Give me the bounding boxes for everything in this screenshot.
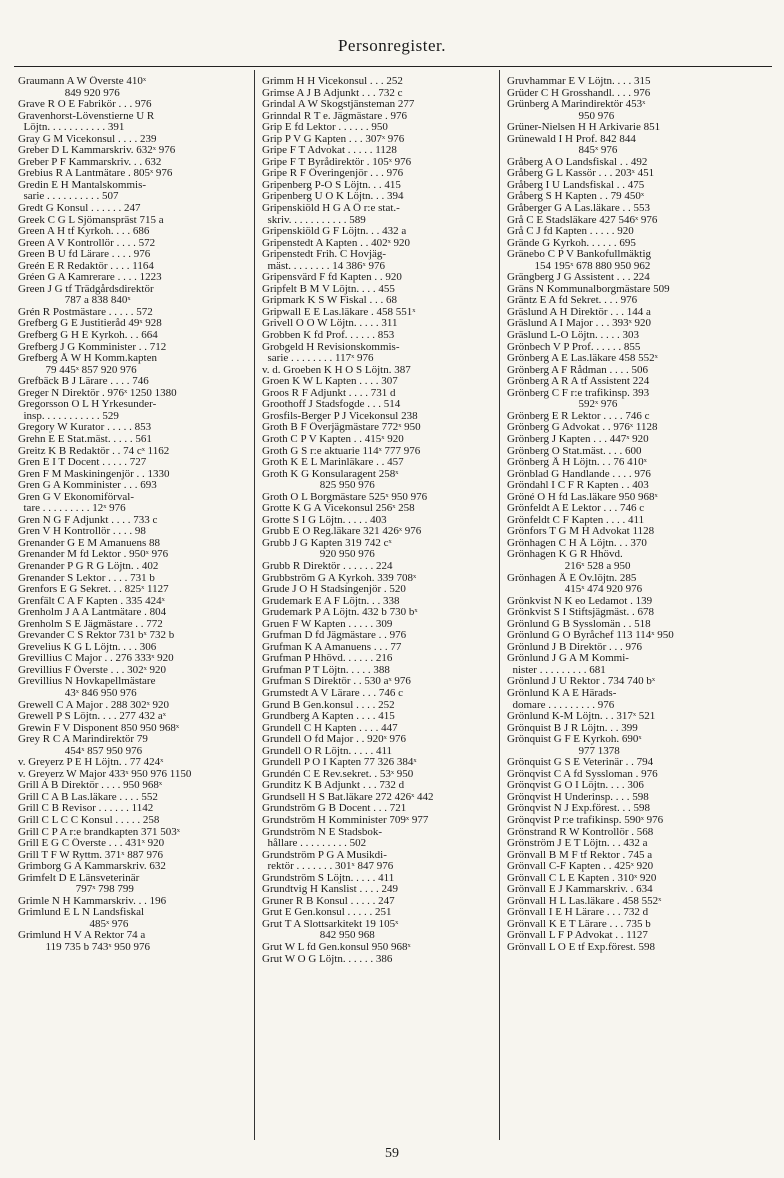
register-entry-line: Grönvall C L E Kapten . 310ˣ 920 [507,872,657,884]
register-entry-line: Gråberg S H Kapten . . 79 450ˣ [507,191,645,203]
page-number: 59 [385,1146,399,1161]
register-entry-line: Green B U fd Lärare . . . . 976 [18,249,151,261]
register-entry-line: Gräslund A H Direktör . . . 144 a [507,306,651,318]
register-entry-line: Grip P V G Kapten . . . 307ˣ 976 [262,133,405,145]
header-rule [14,66,772,67]
register-entry-line: Grå C E Stadsläkare 427 546ˣ 976 [507,214,658,226]
register-entry-line: Grönlund G B Sysslomän . . 518 [507,618,651,630]
register-entry-line: Gränebo C P V Bankofullmäktig [507,249,652,261]
register-entry-line: Gripenberg P-O S Löjtn. . . 415 [262,179,401,191]
register-entry-line: Grewin F V Disponent 850 950 968ˣ [18,722,180,734]
register-entry-line: Green A H tf Kyrkoh. . . . 686 [18,226,150,238]
register-entry-line: Greber D L Kammarskriv. 632ˣ 976 [18,145,176,157]
register-entry-line: Grufman S Direktör . . 530 aˣ 976 [262,676,411,688]
register-entry-line: Grenander P G R G Löjtn. . 402 [18,560,159,572]
register-entry-line: Grönqvist C A fd Syssloman . 976 [507,768,658,780]
register-entry-line: Grenfors E G Sekret. . . 825ˣ 1127 [18,584,169,596]
register-entry-line: Grimle N H Kammarskriv. . . 196 [18,895,167,907]
register-entry-line: Gripenberg U O K Löjtn. . . 394 [262,191,404,203]
register-entry-line: rektör . . . . . . . 301ˣ 847 976 [262,861,394,873]
register-entry-line: Grundsell H S Bat.läkare 272 426ˣ 442 [262,791,434,803]
register-entry-line: Gripenskiöld H G A Ö r:e stat.- [262,203,400,215]
register-entry-line: Grönqvist G O I Löjtn. . . . 306 [507,780,644,792]
register-entry-line: 977 1378 [507,745,620,757]
register-entry-line: Grönberg A R A tf Assistent 224 [507,376,650,388]
register-entry-line: Grill C L C C Konsul . . . . . 258 [18,815,160,826]
register-entry-line: Groth C P V Kapten . . 415ˣ 920 [262,433,404,445]
register-entry-line: Grenander M fd Lektor . 950ˣ 976 [18,549,169,561]
register-entry-line: Groos R F Adjunkt . . . . 731 d [262,387,396,399]
register-entry-line: Grönlund J U Rektor . 734 740 bˣ [507,676,656,688]
register-entry-line: Gröndahl I C F R Kapten . . 403 [507,480,649,492]
register-entry-line: Grivell O O W Löjtn. . . . . 311 [262,318,398,330]
register-entry-line: Grenander G E M Amanuens 88 [18,537,161,549]
register-entry-line: Grosfils-Berger P J Vicekonsul 238 [262,410,418,422]
register-entry-line: Grewell C A Major . 288 302ˣ 920 [18,699,170,711]
register-entry-line: Grobgeld H Revisionskommis- [262,341,400,353]
register-entry-line: Gripe F T Advokat . . . . . 1128 [262,145,397,157]
register-entry-line: Grönvall K E T Lärare . . . 735 b [507,918,651,930]
register-entry-line: Grenfält C A F Kapten . 335 424ˣ [18,595,165,607]
register-entry-line: Grönhagen K G R Hhövd. [507,549,623,561]
register-entry-line: Grönkvist S I Stiftsjägmäst. . 678 [507,607,654,619]
register-entry-line: Gren V H Kontrollör . . . . 98 [18,526,146,538]
register-entry-line: Grut W L fd Gen.konsul 950 968ˣ [262,942,411,954]
register-entry-line: Grevillius F Överste . . . 302ˣ 920 [18,664,167,676]
register-entry-line: Grut E Gen.konsul . . . . . 251 [262,907,392,919]
register-entry-line: Gräslund L-O Löjtn. . . . . 303 [507,330,639,342]
register-entry-line: Grüner-Nielsen H H Arkivarie 851 [507,122,661,134]
register-entry-line: Grönqvist P r:e trafikinsp. 590ˣ 976 [507,815,664,826]
register-entry-line: Groth B F Överjägmästare 772ˣ 950 [262,422,421,434]
register-entry-line: Grönberg G Advokat . . 976ˣ 1128 [507,422,658,434]
register-entry-line: Greger N Direktör . 976ˣ 1250 1380 [18,387,177,399]
register-entry-line: Grimse A J B Adjunkt . . . 732 c [262,87,403,99]
register-entry-line: Green J G tf Trädgårdsdirektör [18,283,154,295]
register-entry-line: Grotte S I G Löjtn. . . . . 403 [262,514,387,526]
register-entry-line: Grängberg J G Assistent . . . 224 [507,272,650,284]
register-entry-line: Gråberg G L Kassör . . . 203ˣ 451 [507,168,655,180]
register-entry-line: Gray G M Vicekonsul . . . . 239 [18,133,157,145]
register-entry-line: Grefberg Å W H Komm.kapten [18,353,157,365]
register-entry-line: Löjtn. . . . . . . . . . . 391 [18,122,125,134]
register-entry-line: Grönberg A F Rådman . . . . 506 [507,364,648,376]
register-entry-line: Grip E fd Lektor . . . . . . 950 [262,122,388,134]
register-entry-line: 849 920 976 [18,87,120,99]
register-entry-line: Grönberg Å H Löjtn. . . 76 410ˣ [507,457,647,469]
column-divider [499,70,500,1140]
register-entry-line: Grefberg G E Justitieråd 49ˣ 928 [18,318,162,330]
register-entry-line: Grönlund J B Direktör . . . 976 [507,641,643,653]
register-entry-line: Grenholm J A A Lantmätare . 804 [18,607,167,619]
register-entry-line: 43ˣ 846 950 976 [18,687,137,699]
register-entry-line: Grönvall C-F Kapten . . 425ˣ 920 [507,861,654,873]
register-entry-line: 797ˣ 798 799 [18,884,134,896]
register-entry-line: Gripwall E E Las.läkare . 458 551ˣ [262,306,416,318]
register-entry-line: Grubbström G A Kyrkoh. 339 708ˣ [262,572,417,584]
register-entry-line: Grönhagen Å E Öv.löjtn. 285 [507,572,637,584]
register-entry-line: Grönberg A E Las.läkare 458 552ˣ [507,353,658,365]
register-entry-line: Gredt G Konsul . . . . . . 247 [18,203,141,215]
register-entry-line: Grundtvig H Kanslist . . . . 249 [262,884,398,896]
register-entry-line: nister . . . . . . . . . 681 [507,664,606,676]
register-entry-line: Grinndal R T e. Jägmästare . 976 [262,110,408,122]
register-entry-line: Grevander C S Rektor 731 bˣ 732 b [18,630,175,642]
register-entry-line: Grut T A Slottsarkitekt 19 105ˣ [262,918,399,930]
register-entry-line: Grut W O G Löjtn. . . . . . 386 [262,953,393,965]
register-entry-line: 825 950 976 [262,480,375,492]
register-entry-line: Grönquist G S E Veterinär . . 794 [507,757,654,769]
register-entry-line: Grönlund K A E Härads- [507,687,617,699]
register-entry-line: Grönquist G F E Kyrkoh. 690ˣ [507,734,642,746]
register-entry-line: sarie . . . . . . . . . . 507 [18,191,119,203]
register-entry-line: v. Greyerz W Major 433ˣ 950 976 1150 [18,768,192,780]
register-entry-line: 216ˣ 528 a 950 [507,560,631,572]
register-entry-line: Grudemark E A F Löjtn. . . 338 [262,595,400,607]
register-entry-line: Groth K G Konsularagent 258ˣ [262,468,399,480]
register-entry-line: Gripe R F Överingenjör . . . 976 [262,168,404,180]
register-entry-line: Grundén C E Rev.sekret. . 53ˣ 950 [262,768,414,780]
register-entry-line: Grönvall E J Kammarskriv. . 634 [507,884,653,896]
register-entry-line: Gripensvärd F fd Kapten . . 920 [262,272,402,284]
register-entry-line: 950 976 [507,110,615,122]
register-entry-line: Grönfeldt C F Kapten . . . . 411 [507,514,645,526]
register-entry-line: Grönqvist N J Exp.förest. . . 598 [507,803,650,815]
register-entry-line: Grufman K A Amanuens . . . 77 [262,641,402,653]
register-entry-line: Grimlund E L N Landsfiskal [18,907,145,919]
register-entry-line: Greek C G L Sjömanspräst 715 a [18,214,164,226]
register-entry-line: Grönlund K-M Löjtn. . . 317ˣ 521 [507,711,656,723]
register-entry-line: Grimfelt D E Länsveterinär [18,872,140,884]
register-entry-line: Grill T F W Ryttm. 371ˣ 887 976 [18,849,163,861]
register-entry-line: Grenholm S E Jägmästare . . 772 [18,618,163,630]
register-entry-line: Grönvall L O E tf Exp.förest. 598 [507,942,656,954]
register-entry-line: Grevelius K G L Löjtn. . . . 306 [18,641,157,653]
register-column-2 [262,76,494,1136]
register-entry-line: Grimborg G A Kammarskriv. 632 [18,861,166,873]
register-entry-line: Grebius R A Lantmätare . 805ˣ 976 [18,168,173,180]
register-entry-line: Grunditz K B Adjunkt . . . 732 d [262,780,405,792]
register-entry-line: Grill E G C Överste . . . 431ˣ 920 [18,838,165,850]
register-entry-line: Grén R Postmästare . . . . . 572 [18,306,153,318]
register-entry-line: Gråberg A O Landsfiskal . . 492 [507,156,648,168]
register-entry-line: Grey R C A Marindirektör 79 [18,734,148,746]
register-entry-line: Gregory W Kurator . . . . . 853 [18,422,152,434]
register-entry-line: Grotte K G A Vicekonsul 256ˣ 258 [262,503,415,515]
register-entry-line: Grönberg O Stat.mäst. . . . 600 [507,445,642,457]
register-entry-line: Grefberg G H E Kyrkoh. . . 664 [18,330,158,342]
register-entry-line: Gren G A Komminister . . . 693 [18,480,157,492]
register-entry-line: Greén E R Redaktör . . . . 1164 [18,260,154,272]
register-entry-line: Grönfors T G M H Advokat 1128 [507,526,655,538]
register-entry-line: Gredin E H Mantalskommis- [18,179,147,191]
register-entry-line: Grundell O fd Major . . 920ˣ 976 [262,734,407,746]
register-entry-line: Greber P F Kammarskriv. . . 632 [18,156,162,168]
register-entry-line: Grefberg J G Komminister . . 712 [18,341,167,353]
register-entry-line: Grönvall H L Las.läkare . 458 552ˣ [507,895,662,907]
register-entry-line: Grude J O H Stadsingenjör . 520 [262,584,406,596]
register-entry-line: Gren F M Maskiningenjör . . 1330 [18,468,170,480]
register-entry-line: 454ˣ 857 950 976 [18,745,143,757]
register-entry-line: Grevillius N Hovkapellmästare [18,676,156,688]
register-entry-line: Grönvall I E H Lärare . . . 732 d [507,907,649,919]
register-entry-line: 485ˣ 976 [18,918,129,930]
register-entry-line: Grönqvist H Underinsp. . . . 598 [507,791,649,803]
register-entry-line: 920 950 976 [262,549,375,561]
register-entry-line: 845ˣ 976 [507,145,618,157]
register-entry-line: Grave R O E Fabrikör . . . 976 [18,99,152,111]
register-entry-line: tare . . . . . . . . . 12ˣ 976 [18,503,126,515]
register-entry-line: Grönfeldt A E Lektor . . . 746 c [507,503,645,515]
register-entry-line: Grevillius C Major . . 276 333ˣ 920 [18,653,174,665]
register-entry-line: Greitz K B Redaktör . . 74 cˣ 1162 [18,445,170,457]
register-entry-line: 415ˣ 474 920 976 [507,584,643,596]
register-entry-line: Groth K E L Marinläkare . . 457 [262,457,404,469]
register-entry-line: v. d. Groeben K H O S Löjtn. 387 [262,364,411,376]
register-entry-line: domare . . . . . . . . . 976 [507,699,615,711]
register-entry-line: 842 950 968 [262,930,375,942]
register-entry-line: Grill C P A r:e brandkapten 371 503ˣ [18,826,180,838]
register-entry-line: Grünberg A Marindirektör 453ˣ [507,99,646,111]
register-entry-line: Grönvall L F P Advokat . . 1127 [507,930,648,942]
register-entry-line: Groth O L Borgmästare 525ˣ 950 976 [262,491,428,503]
column-divider [254,70,255,1140]
register-entry-line: Grünewald I H Prof. 842 844 [507,133,636,145]
register-entry-line: Grufman D fd Jägmästare . . 976 [262,630,407,642]
register-entry-line: Grundell O R Löjtn. . . . . 411 [262,745,393,757]
register-entry-line: Gravenhorst-Lövenstierne U R [18,110,155,122]
register-entry-line: Grufman P T Löjtn. . . . . 388 [262,664,390,676]
register-entry-line: Grundström H Komminister 709ˣ 977 [262,815,429,826]
register-entry-line: insp. . . . . . . . . . . 529 [18,410,119,422]
register-entry-line: Grönberg E R Lektor . . . . 746 c [507,410,650,422]
register-entry-line: Grundström N E Stadsbok- [262,826,383,838]
register-entry-line: 787 a 838 840ˣ [18,295,131,307]
register-entry-line: Grimlund H V A Rektor 74 a [18,930,146,942]
register-entry-line: Grenander S Lektor . . . . 731 b [18,572,155,584]
register-entry-line: Grubb R Direktör . . . . . . 224 [262,560,393,572]
register-entry-line: Gren G V Ekonomiförval- [18,491,134,503]
register-entry-line: Grönlund G O Byråchef 113 114ˣ 950 [507,630,674,642]
register-entry-line: Grindal A W Skogstjänsteman 277 [262,99,415,111]
register-entry-line: hållare . . . . . . . . . 502 [262,838,367,850]
register-entry-line: Grund B Gen.konsul . . . . 252 [262,699,395,711]
register-entry-line: Grundell C H Kapten . . . . 447 [262,722,398,734]
register-entry-line: Grönquist B J R Löjtn. . . 399 [507,722,638,734]
register-entry-line: Grehn E E Stat.mäst. . . . . 561 [18,433,152,445]
register-entry-line: Gregorsson O L H Yrkesunder- [18,399,157,411]
register-entry-line: sarie . . . . . . . . 117ˣ 976 [262,353,374,365]
register-entry-line: Grundström P G A Musikdi- [262,849,387,861]
register-entry-line: Groothoff J Stadsfogde . . . 514 [262,399,401,411]
register-entry-line: Groen K W L Kapten . . . . 307 [262,376,398,388]
register-entry-line: Grefbäck B J Lärare . . . . 746 [18,376,149,388]
register-entry-line: Gröné O H fd Las.läkare 950 968ˣ [507,491,658,503]
register-entry-line: Grönblad G Handlande . . . . 976 [507,468,651,480]
register-entry-line: Grüder C H Grosshandl. . . . 976 [507,87,651,99]
register-entry-line: skriv. . . . . . . . . . . 589 [262,214,366,226]
register-column-1 [18,76,250,1136]
register-entry-line: Gripenstedt A Kapten . . 402ˣ 920 [262,237,410,249]
register-entry-line: v. Greyerz P E H Löjtn. . 77 424ˣ [18,757,164,769]
register-entry-line: Gréen G A Kamrerare . . . . 1223 [18,272,162,284]
register-entry-line: Grundström G B Docent . . . 721 [262,803,407,815]
register-entry-line: Grewell P S Löjtn. . . . 277 432 aˣ [18,711,166,723]
register-entry-line: Grill C A B Las.läkare . . . . 552 [18,791,158,803]
register-entry-line: Grundell P O I Kapten 77 326 384ˣ [262,757,417,769]
register-entry-line: Gråberger G A Las.läkare . . 553 [507,203,651,215]
register-entry-line: Grå C J fd Kapten . . . . . 920 [507,226,634,238]
register-entry-line: Grufman P Hhövd. . . . . . 216 [262,653,393,665]
register-entry-line: Gråberg I U Landsfiskal . . 475 [507,179,645,191]
register-entry-line: Grubb E O Reg.läkare 321 426ˣ 976 [262,526,422,538]
page-title: Personregister. [337,36,447,55]
register-entry-line: Grundberg A Kapten . . . . 415 [262,711,395,723]
register-entry-line: 79 445ˣ 857 920 976 [18,364,137,376]
register-entry-line: Gren N G F Adjunkt . . . . 733 c [18,514,158,526]
register-entry-line: Gripenstedt Frih. C Hovjäg- [262,249,387,261]
register-entry-line: Grill A B Direktör . . . . 950 968ˣ [18,780,163,792]
register-entry-line: Gripe F T Byrådirektör . 105ˣ 976 [262,156,412,168]
register-entry-line: Green A V Kontrollör . . . . 572 [18,237,156,249]
register-entry-line: Grönbech V P Prof. . . . . . 855 [507,341,641,353]
register-entry-line: Grönström J E T Löjtn. . . 432 a [507,838,648,850]
register-entry-line: Gripmark K S W Fiskal . . . 68 [262,295,397,307]
register-entry-line: Grundström S Löjtn. . . . . 411 [262,872,395,884]
register-entry-line: mäst. . . . . . . . 14 386ˣ 976 [262,260,385,272]
register-entry-line: Gruvhammar E V Löjtn. . . . 315 [507,76,651,87]
register-entry-line: Gripenskiöld G F Löjtn. . . 432 a [262,226,407,238]
register-entry-line: Gräns N Kommunalborgmästare 509 [507,283,670,295]
register-entry-line: Groth G S r:e aktuarie 114ˣ 777 976 [262,445,421,457]
register-entry-line: Grobben K fd Prof. . . . . . 853 [262,330,395,342]
register-entry-line: Grände G Kyrkoh. . . . . . 695 [507,237,636,249]
register-entry-line: 154 195ˣ 678 880 950 962 [507,260,651,272]
register-entry-line: Gruen F W Kapten . . . . . 309 [262,618,393,630]
register-entry-line: Grudemark P A Löjtn. 432 b 730 bˣ [262,607,418,619]
register-entry-line: Grimm H H Vicekonsul . . . 252 [262,76,403,87]
register-entry-line: Grill C B Revisor . . . . . . 1142 [18,803,154,815]
register-entry-line: Gräntz E A fd Sekret. . . . 976 [507,295,638,307]
register-entry-line: Grönkvist N K eo Ledamot . 139 [507,595,653,607]
register-entry-line: Grubb J G Kapten 319 742 cˣ [262,537,392,549]
register-entry-line: Gräslund A I Major . . . 393ˣ 920 [507,318,652,330]
register-entry-line: Graumann A W Överste 410ˣ [18,76,147,87]
register-entry-line: Grönhagen C H Å Löjtn. . . 370 [507,537,647,549]
register-column-3 [507,76,739,1136]
register-entry-line: 592ˣ 976 [507,399,618,411]
register-entry-line: Grönvall B M F tf Rektor . 745 a [507,849,653,861]
register-entry-line: Grönberg J Kapten . . . 447ˣ 920 [507,433,649,445]
register-entry-line: Grönstrand R W Kontrollör . 568 [507,826,654,838]
register-entry-line: Gruner R B Konsul . . . . . 247 [262,895,395,907]
register-entry-line: Gren E I T Docent . . . . . 727 [18,457,147,469]
register-entry-line: 119 735 b 743ˣ 950 976 [18,942,151,954]
register-entry-line: Grumstedt A V Lärare . . . 746 c [262,687,404,699]
register-entry-line: Grönberg C F r:e trafikinsp. 393 [507,387,650,399]
register-entry-line: Gripfelt B M V Löjtn. . . . 455 [262,283,395,295]
register-entry-line: Grönlund J G A M Kommi- [507,653,629,665]
